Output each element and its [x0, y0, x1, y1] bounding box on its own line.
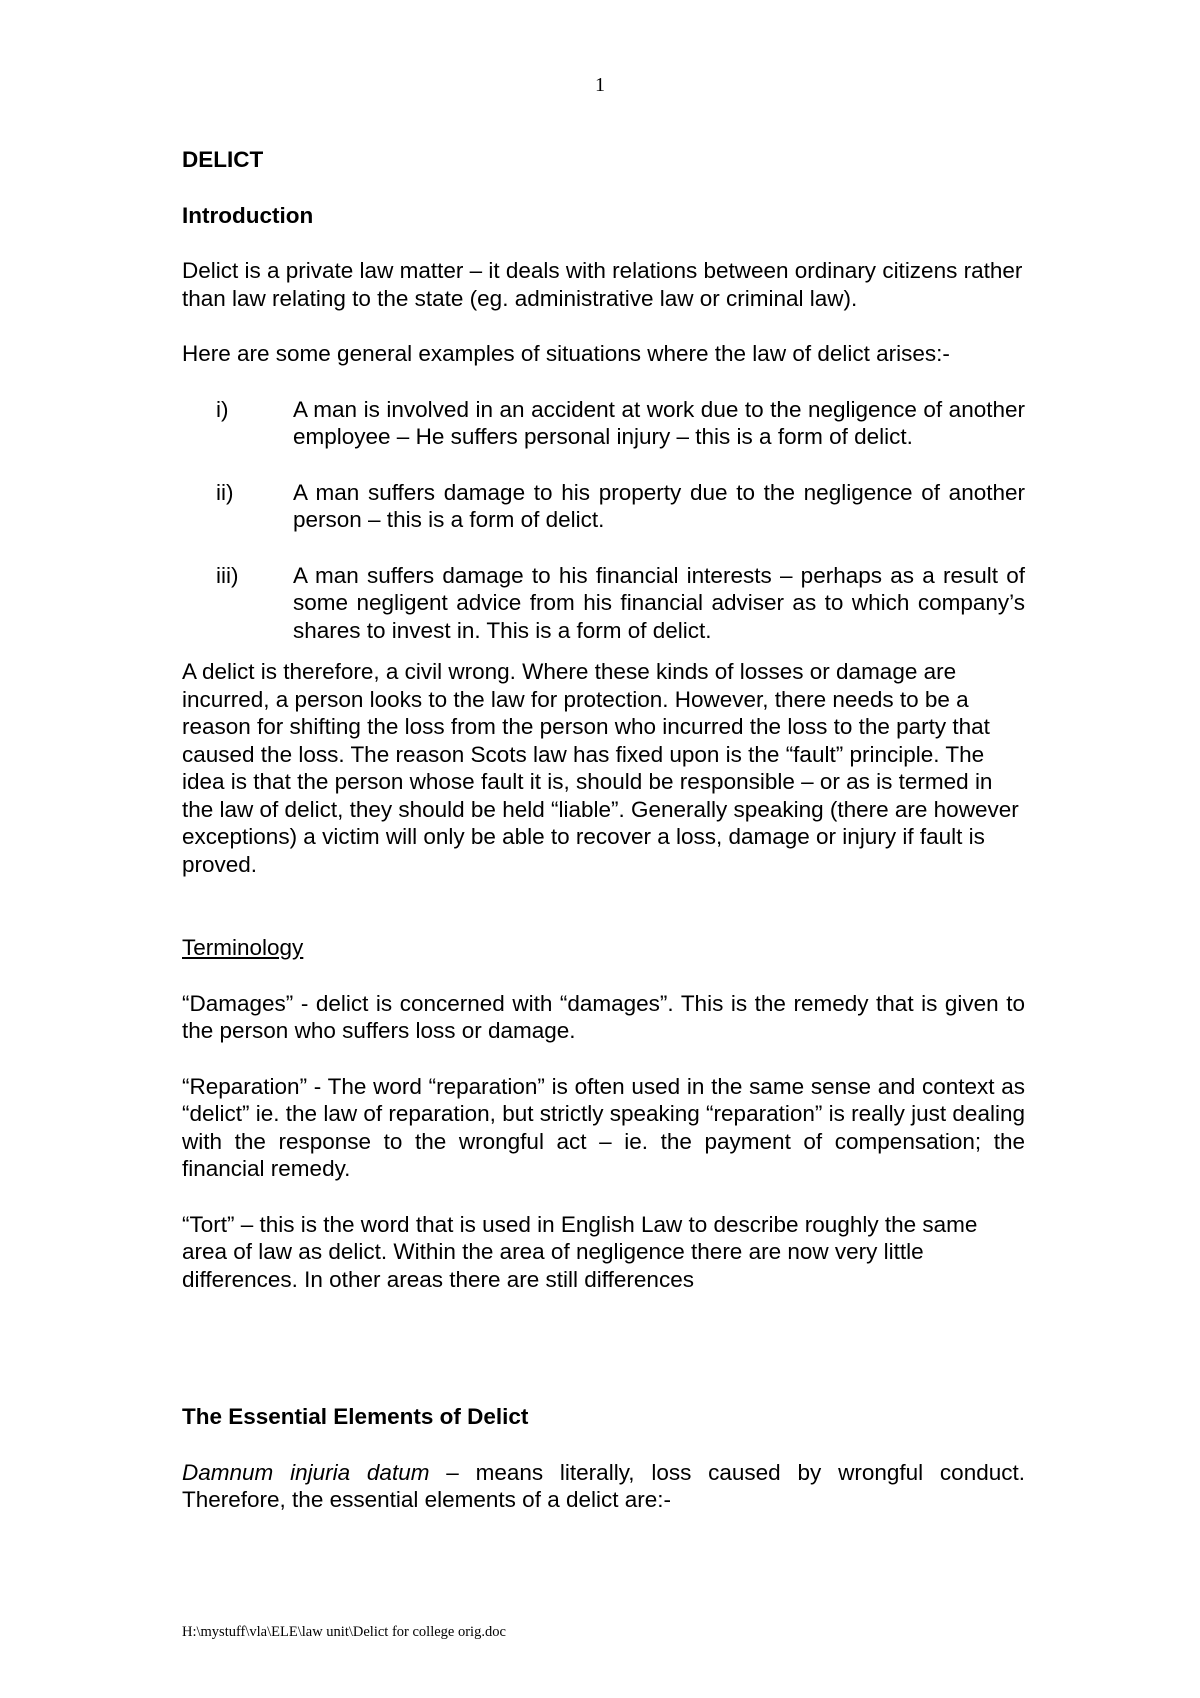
reparation-paragraph: “Reparation” - The word “reparation” is often used in the same sense and context as “delict” ie. the law of reparation, but strictly speaking “reparation” is really just dealing with the response to the wrongful act – ie. the payment of compensation; the financial remedy.: [182, 1073, 1025, 1181]
list-item-number: ii): [216, 479, 234, 505]
document-title: DELICT: [182, 147, 264, 172]
latin-phrase: Damnum injuria datum: [182, 1459, 430, 1485]
essential-text: – means literally, loss caused by wrongful conduct. Therefore, the essential elements of a delict are:-: [182, 1459, 1025, 1512]
list-item: [182, 479, 1025, 534]
examples-list: [182, 396, 1025, 645]
terminology-heading: Terminology: [182, 935, 304, 960]
intro-heading: Introduction: [182, 202, 314, 228]
examples-intro: Here are some general examples of situations where the law of delict arises:-: [182, 341, 950, 366]
list-item-text: A man is involved in an accident at work due to the negligence of another employee – He suffers personal injury – this is a form of delict.: [293, 396, 1025, 449]
list-item-text: A man suffers damage to his financial interests – perhaps as a result of some negligent advice from his financial adviser as to which company’s shares to invest in. This is a form of delict.: [293, 562, 1025, 643]
page-number: 1: [595, 74, 605, 96]
list-item-text: A man suffers damage to his property due to the negligence of another person – this is a form of delict.: [293, 479, 1025, 532]
list-item: [182, 562, 1025, 645]
list-item-number: iii): [216, 562, 239, 588]
civil-wrong-paragraph: A delict is therefore, a civil wrong. Where these kinds of losses or damage are incurred, a person looks to the law for protection. However, there needs to be a reason for shifting the loss from the person who incurred the loss to the party that caused the loss. The reason Scots law has fixed upon is the “fault” principle. The idea is that the person whose fault it is, should be responsible – or as is termed in the law of delict, they should be held “liable”. Generally speaking (there are however exceptions) a victim will only be able to recover a loss, damage or injury if fault is proved.: [182, 659, 1019, 877]
list-item-number: i): [216, 396, 229, 422]
damages-paragraph: “Damages” - delict is concerned with “damages”. This is the remedy that is given to the person who suffers loss or damage.: [182, 990, 1025, 1043]
intro-paragraph: Delict is a private law matter – it deals with relations between ordinary citizens rather than law relating to the state (eg. administrative law or criminal law).: [182, 258, 1023, 311]
footer-file-path: H:\mystuff\vla\ELE\law unit\Delict for college orig.doc: [182, 1624, 506, 1640]
document-body: [182, 146, 1025, 1542]
tort-paragraph: “Tort” – this is the word that is used in English Law to describe roughly the same area of law as delict. Within the area of negligence there are now very little differences. In other areas there are still differences: [182, 1211, 978, 1292]
list-item: [182, 396, 1025, 451]
essential-paragraph: [182, 1459, 1025, 1514]
essential-elements-heading: The Essential Elements of Delict: [182, 1404, 529, 1429]
